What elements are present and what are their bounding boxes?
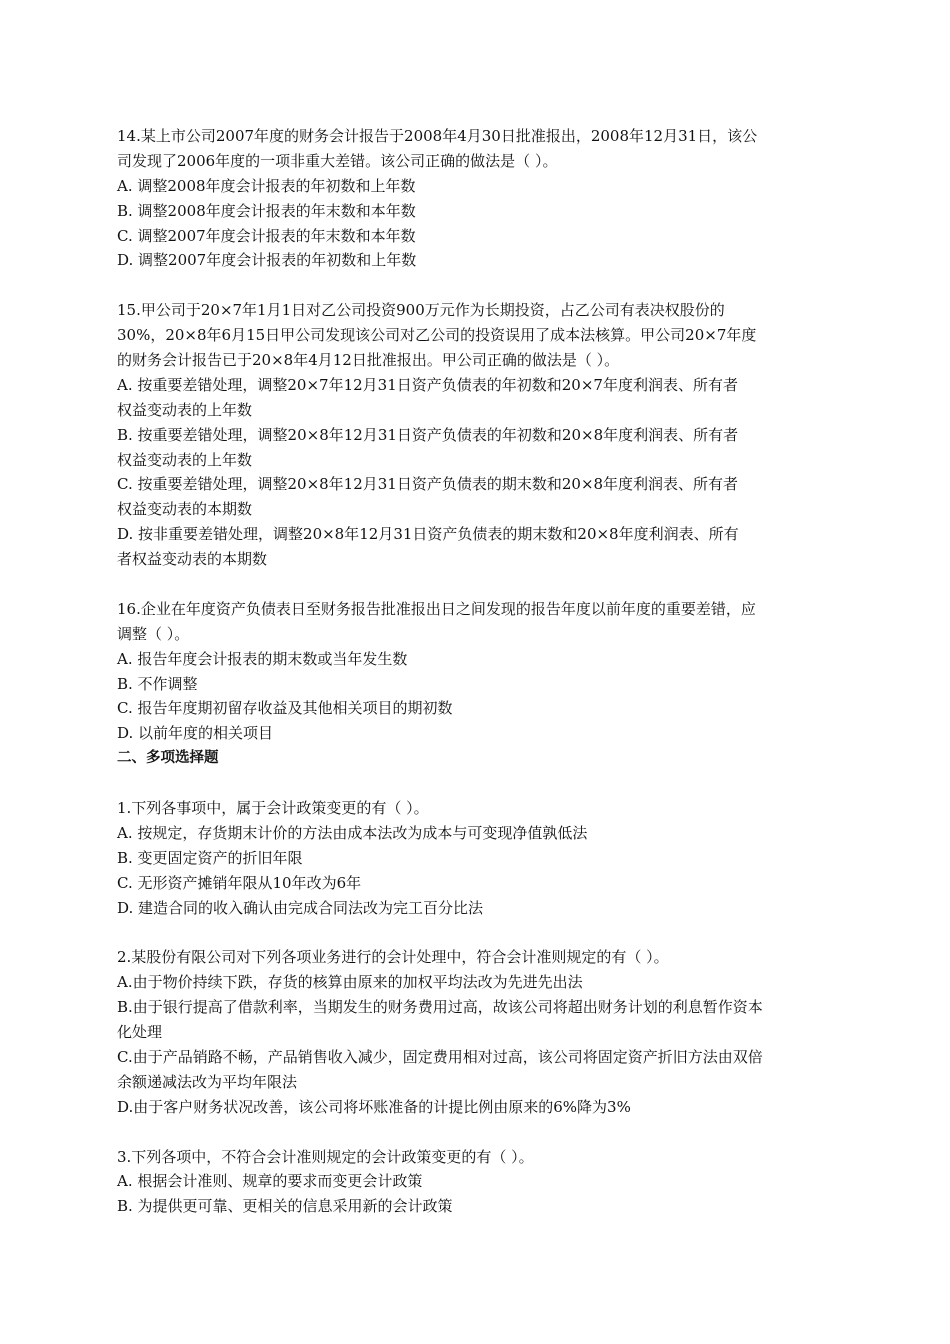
option-c: C. 报告年度期初留存收益及其他相关项目的期初数 (117, 699, 453, 718)
option-c: C. 无形资产摊销年限从10年改为6年 (117, 873, 362, 892)
question-stem-line: 1.下列各事项中，属于会计政策变更的有（ ）。 (117, 799, 429, 818)
option-b: B. 按重要差错处理，调整20×8年12月31日资产负债表的年初数和20×8年度利润表、所有者 (117, 425, 739, 444)
option-d-continued: 者权益变动表的本期数 (117, 550, 268, 569)
option-a-continued: 权益变动表的上年数 (117, 400, 253, 419)
option-a: A. 按规定，存货期末计价的方法由成本法改为成本与可变现净值孰低法 (117, 823, 588, 842)
option-d: D. 按非重要差错处理，调整20×8年12月31日资产负债表的期末数和20×8年度利润表、所有 (117, 525, 739, 544)
question-stem-line: 15.甲公司于20×7年1月1日对乙公司投资900万元作为长期投资，占乙公司有表决权股份的 (117, 301, 725, 320)
option-b: B. 调整2008年度会计报表的年末数和本年数 (117, 201, 416, 220)
question-stem-line: 14.某上市公司2007年度的财务会计报告于2008年4月30日批准报出，2008年12月31日，该公 (117, 127, 758, 145)
question-15 (117, 298, 837, 572)
option-a: A.由于物价持续下跌，存货的核算由原来的加权平均法改为先进先出法 (117, 973, 583, 992)
option-c: C. 调整2007年度会计报表的年末数和本年数 (117, 226, 416, 245)
option-b: B. 变更固定资产的折旧年限 (117, 848, 303, 867)
option-a: A. 调整2008年度会计报表的年初数和上年数 (117, 176, 416, 195)
question-stem-line: 30%，20×8年6月15日甲公司发现该公司对乙公司的投资误用了成本法核算。甲公司20×7年度 (117, 326, 757, 345)
option-b: B. 不作调整 (117, 674, 198, 693)
multi-question-1 (117, 796, 837, 920)
option-a: A. 报告年度会计报表的期末数或当年发生数 (117, 649, 408, 668)
option-c-continued: 余额递减法改为平均年限法 (117, 1072, 298, 1091)
multi-question-3 (117, 1145, 837, 1220)
option-d: D. 建造合同的收入确认由完成合同法改为完工百分比法 (117, 898, 484, 917)
question-stem-line: 司发现了2006年度的一项非重大差错。该公司正确的做法是（ ）。 (117, 151, 558, 170)
option-b-continued: 权益变动表的上年数 (117, 450, 253, 469)
option-d: D. 调整2007年度会计报表的年初数和上年数 (117, 251, 417, 270)
option-c: C. 按重要差错处理，调整20×8年12月31日资产负债表的期末数和20×8年度利润表、所有者 (117, 475, 739, 494)
question-stem-line: 的财务会计报告已于20×8年4月12日批准报出。甲公司正确的做法是（ ）。 (117, 351, 620, 370)
question-16 (117, 597, 837, 746)
question-stem-line: 2.某股份有限公司对下列各项业务进行的会计处理中，符合会计准则规定的有（ ）。 (117, 948, 669, 967)
option-a: A. 按重要差错处理，调整20×7年12月31日资产负债表的年初数和20×7年度利润表、所有者 (117, 375, 738, 394)
option-c: C.由于产品销路不畅，产品销售收入减少，固定费用相对过高，该公司将固定资产折旧方法由双倍 (117, 1047, 763, 1066)
option-a: A. 根据会计准则、规章的要求而变更会计政策 (117, 1172, 423, 1191)
document-page (117, 124, 837, 1219)
question-14 (117, 124, 837, 273)
question-stem-line: 16.企业在年度资产负债表日至财务报告批准报出日之间发现的报告年度以前年度的重要差错，应 (117, 599, 756, 618)
section-heading: 二、多项选择题 (117, 750, 219, 767)
question-stem-line: 3.下列各项中，不符合会计准则规定的会计政策变更的有（ ）。 (117, 1147, 534, 1166)
option-b: B.由于银行提高了借款利率，当期发生的财务费用过高，故该公司将超出财务计划的利息暂作资本 (117, 998, 763, 1017)
question-stem-line: 调整（ ）。 (117, 624, 190, 643)
option-b-continued: 化处理 (117, 1023, 163, 1042)
option-c-continued: 权益变动表的本期数 (117, 500, 253, 519)
option-d: D. 以前年度的相关项目 (117, 724, 274, 743)
option-d: D.由于客户财务状况改善，该公司将坏账准备的计提比例由原来的6%降为3% (117, 1097, 631, 1116)
option-b: B. 为提供更可靠、更相关的信息采用新的会计政策 (117, 1197, 453, 1216)
multi-question-2 (117, 945, 837, 1119)
